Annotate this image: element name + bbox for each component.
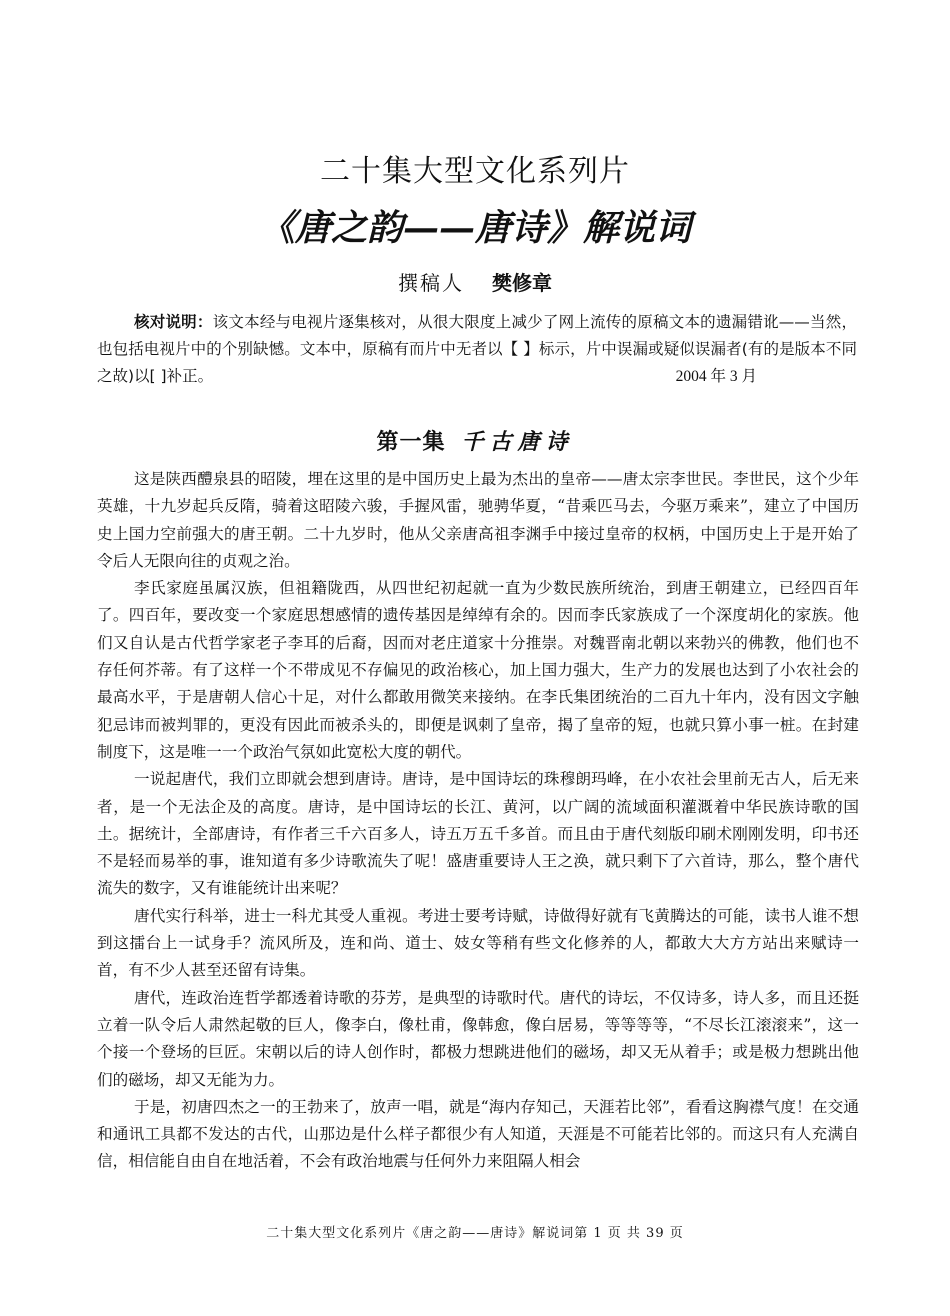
paragraph: 一说起唐代，我们立即就会想到唐诗。唐诗，是中国诗坛的珠穆朗玛峰，在小农社会里前无古人，后无来者，是一个无法企及的高度。唐诗，是中国诗坛的长江、黄河，以广阔的流域面积灌溉着中华民族诗歌的国土。据统计，全部唐诗，有作者三千六百多人，诗五万五千多首。而且由于唐代刻版印刷术刚刚发明，印书还不是轻而易举的事，谁知道有多少诗歌流失了呢！盛唐重要诗人王之涣，就只剩下了六首诗，那么，整个唐代流失的数字，又有谁能统计出来呢？ bbox=[97, 770, 859, 898]
author-name: 樊修章 bbox=[492, 271, 552, 295]
note-date: 2004 年 3 月 bbox=[675, 368, 757, 385]
page-footer: 二十集大型文化系列片《唐之韵——唐诗》解说词第 1 页 共 39 页 bbox=[266, 1226, 684, 1241]
note-text: 该文本经与电视片逐集核对，从很大限度上减少了网上流传的原稿文本的遗漏错讹——当然，也包括电视片中的个别缺憾。文本中，原稿有而片中无者以【 】标示，片中误漏或疑似误漏者(有的是版本不同之故)以[ ]补正。 bbox=[97, 313, 857, 385]
author-line bbox=[0, 268, 950, 298]
main-title: 《唐之韵——唐诗》解说词 bbox=[258, 207, 691, 249]
note-label: 核对说明： bbox=[134, 313, 213, 331]
paragraph: 李氏家庭虽属汉族，但祖籍陇西，从四世纪初起就一直为少数民族所统治，到唐王朝建立，已经四百年了。四百年，要改变一个家庭思想感情的遗传基因是绰绰有余的。因而李氏家族成了一个深度胡化的家族。他们又自认是古代哲学家老子李耳的后裔，因而对老庄道家十分推崇。对魏晋南北朝以来勃兴的佛教，他们也不存任何芥蒂。有了这样一个不带成见不存偏见的政治核心，加上国力强大，生产力的发展也达到了小农社会的最高水平，于是唐朝人信心十足，对什么都敢用微笑来接纳。在李氏集团统治的二百九十年内，没有因文字触犯忌讳而被判罪的，更没有因此而被杀头的，即便是讽刺了皇帝，揭了皇帝的短，也就只算小事一桩。在封建制度下，这是唯一一个政治气氛如此宽松大度的朝代。 bbox=[97, 579, 859, 761]
verification-note bbox=[97, 309, 857, 390]
paragraph: 唐代，连政治连哲学都透着诗歌的芬芳，是典型的诗歌时代。唐代的诗坛，不仅诗多，诗人多，而且还挺立着一队令后人肃然起敬的巨人，像李白，像杜甫，像韩愈，像白居易，等等等等，“不尽长江滚滚来”，这一个接一个登场的巨匠。宋朝以后的诗人创作时，都极力想跳进他们的磁场，却又无从着手；或是极力想跳出他们的磁场，却又无能为力。 bbox=[97, 988, 859, 1089]
author-role: 撰稿人 bbox=[398, 271, 464, 295]
body-text bbox=[97, 466, 859, 1176]
chapter-name: 千古唐诗 bbox=[461, 429, 574, 455]
paragraph: 唐代实行科举，进士一科尤其受人重视。考进士要考诗赋，诗做得好就有飞黄腾达的可能，读书人谁不想到这擂台上一试身手？流风所及，连和尚、道士、妓女等稍有些文化修养的人，都敢大大方方站出来赋诗一首，有不少人甚至还留有诗集。 bbox=[97, 906, 859, 980]
paragraph: 这是陕西醴泉县的昭陵，埋在这里的是中国历史上最为杰出的皇帝——唐太宗李世民。李世民，这个少年英雄，十九岁起兵反隋，骑着这昭陵六骏，手握风雷，驰骋华夏，“昔乘匹马去，今驱万乘来”，建立了中国历史上国力空前强大的唐王朝。二十九岁时，他从父亲唐高祖李渊手中接过皇帝的权柄，中国历史上于是开始了令后人无限向往的贞观之治。 bbox=[97, 470, 859, 570]
series-title: 二十集大型文化系列片 bbox=[320, 154, 630, 189]
chapter-number: 第一集 bbox=[376, 429, 446, 455]
chapter-title bbox=[0, 425, 950, 459]
paragraph: 于是，初唐四杰之一的王勃来了，放声一唱，就是“海内存知己，天涯若比邻”，看看这胸襟气度！在交通和通讯工具都不发达的古代，山那边是什么样子都很少有人知道，天涯是不可能若比邻的。而这只有人充满自信，相信能自由自在地活着，不会有政治地震与任何外力来阻隔人相会 bbox=[97, 1097, 859, 1171]
